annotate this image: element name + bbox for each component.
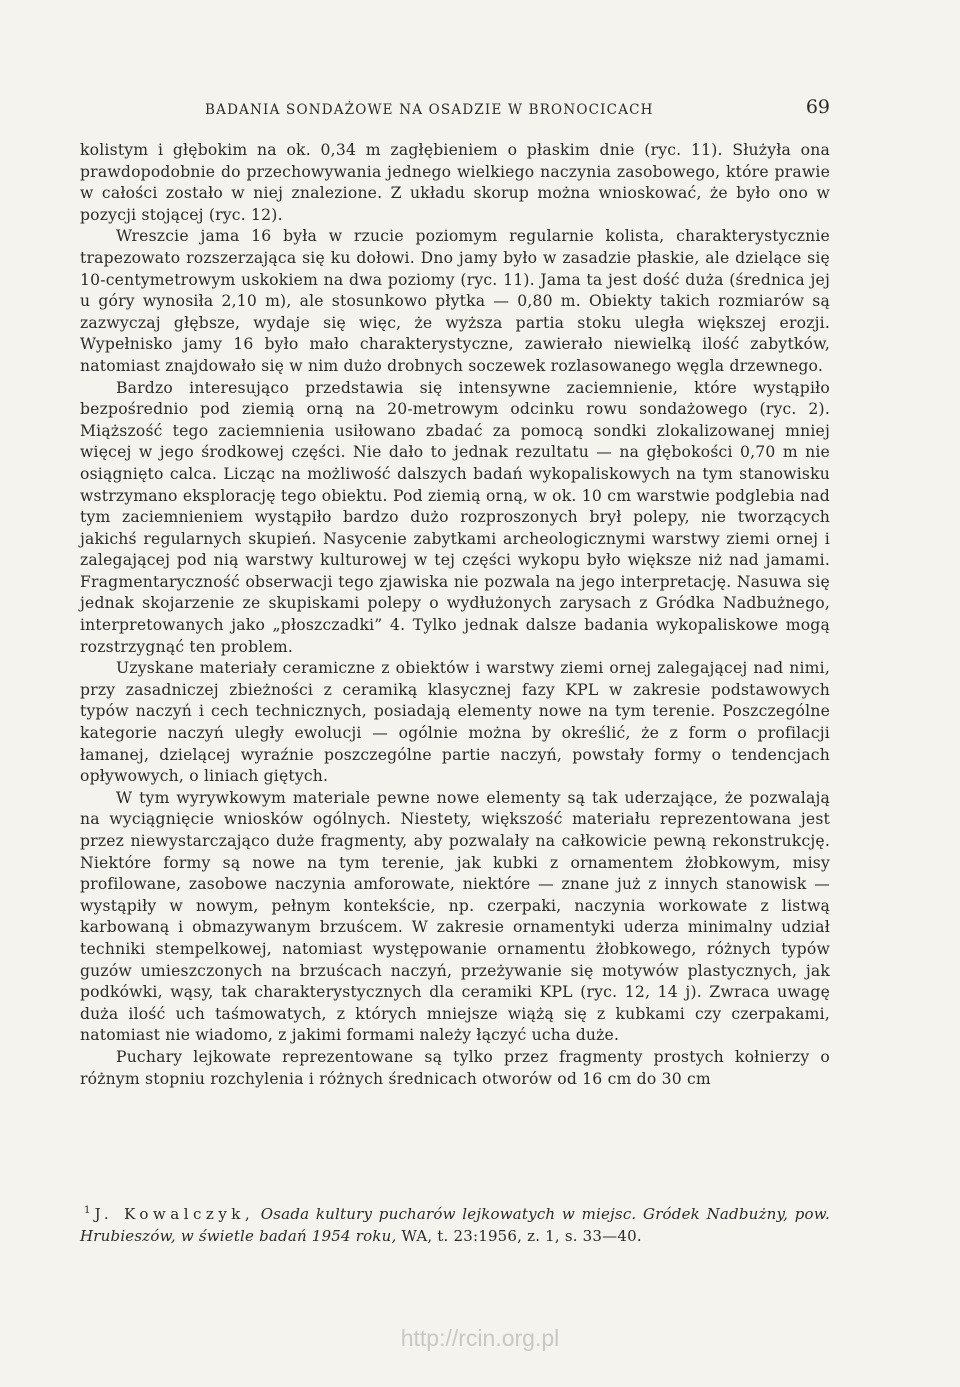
body-text — [80, 140, 830, 1090]
running-head: BADANIA SONDAŻOWE NA OSADZIE W BRONOCICACH — [205, 102, 654, 118]
paragraph: Uzyskane materiały ceramiczne z obiektów i warstwy ziemi ornej zalegającej nad nimi, przy zasadniczej zbieżności z ceramiką klasycznej fazy KPL w zakresie podstawowych typów naczyń i cech technicznych, posiadają elementy nowe na tym terenie. Poszczególne kategorie naczyń uległy ewolucji — ogólnie można by określić, że z form o profilacji łamanej, dzielącej wyraźnie poszczególne partie naczyń, powstały formy o tendencjach opływowych, o liniach giętych. — [80, 659, 830, 786]
footnote — [80, 1200, 830, 1247]
footnote-number: 1 — [84, 1205, 91, 1216]
paragraph: kolistym i głębokim na ok. 0,34 m zagłębieniem o płaskim dnie (ryc. 11). Służyła ona prawdopodobnie do przechowywania jednego wielkiego naczynia zasobowego, które prawie w całości zostało w niej znalezione. Z układu skorup można wnioskować, że było ono w pozycji stojącej (ryc. 12). — [80, 141, 830, 224]
footnote-reference: WA, t. 23:1956, z. 1, s. 33—40. — [401, 1227, 642, 1245]
page-number: 69 — [805, 96, 830, 118]
page-header — [80, 96, 830, 126]
paragraph: Bardzo interesująco przedstawia się intensywne zaciemnienie, które wystąpiło bezpośrednio pod ziemią orną na 20-metrowym odcinku rowu sondażowego (ryc. 2). Miąższość tego zaciemnienia usiłowano zbadać za pomocą sondki zlokalizowanej mniej więcej w jego środkowej części. Nie dało to jednak rezultatu — na głębokości 0,70 m nie osiągnięto calca. Licząc na możliwość dalszych badań wykopaliskowych na tym stanowisku wstrzymano eksplorację tego obiektu. Pod ziemią orną, w ok. 10 cm warstwie podglebia nad tym zaciemnieniem wystąpiło bardzo dużo rozproszonych brył polepy, nie tworzących jakichś regularnych skupień. Nasycenie zabytkami archeologicznymi warstwy ziemi ornej i zalegającej pod nią warstwy kulturowej w tej części wykopu było większe niż nad jamami. Fragmentaryczność obserwacji tego zjawiska nie pozwala na jego interpretację. Nasuwa się jednak skojarzenie ze skupiskami polepy o wydłużonych zarysach z Gródka Nadbużnego, interpretowanych jako „płoszczadki” 4. Tylko jednak dalsze badania wykopaliskowe mogą rozstrzygnąć ten problem. — [80, 378, 830, 656]
footnote-author: J. Kowalczyk, — [94, 1205, 255, 1223]
paragraph: Puchary lejkowate reprezentowane są tylko przez fragmenty prostych kołnierzy o różnym stopniu rozchylenia i różnych średnicach otworów od 16 cm do 30 cm — [80, 1047, 830, 1088]
paragraph: Wreszcie jama 16 była w rzucie poziomym regularnie kolista, charakterystycznie trapezowato rozszerzająca się ku dołowi. Dno jamy było w zasadzie płaskie, ale dzielące się 10-centymetrowym uskokiem na dwa poziomy (ryc. 11). Jama ta jest dość duża (średnica jej u góry wynosiła 2,10 m), ale stosunkowo płytka — 0,80 m. Obiekty takich rozmiarów są zazwyczaj głębsze, wydaje się więc, że wyższa partia stoku uległa większej erozji. Wypełnisko jamy 16 było mało charakterystyczne, zawierało niewielką ilość zabytków, natomiast znajdowało się w nim dużo drobnych soczewek rozlasowanego węgla drzewnego. — [80, 227, 830, 375]
footnote-title: Osada kultury pucharów lejkowatych w miejsc. Gródek Nadbużny, pow. Hrubieszów, w świetle badań 1954 roku, — [80, 1205, 831, 1245]
paragraph: W tym wyrywkowym materiale pewne nowe elementy są tak uderzające, że pozwalają na wyciągnięcie wniosków ogólnych. Niestety, większość materiału reprezentowana jest przez niewystarczająco duże fragmenty, aby pozwalały na całkowicie pewną rekonstrukcję. Niektóre formy są nowe na tym terenie, jak kubki z ornamentem żłobkowym, misy profilowane, zasobowe naczynia amforowate, niektóre — znane już z innych stanowisk — wystąpiły w nowym, pełnym kontekście, np. czerpaki, naczynia workowate z listwą karbowaną i obmazywanym brzuścem. W zakresie ornamentyki uderza minimalny udział techniki stempelkowej, natomiast występowanie ornamentu żłobkowego, różnych typów guzów umieszczonych na brzuścach naczyń, przeżywanie się motywów plastycznych, jak podkówki, wąsy, tak charakterystycznych dla ceramiki KPL (ryc. 12, 14 j). Zwraca uwagę duża ilość uch taśmowatych, z których mniejsze wiążą się z kubkami czy czerpakami, natomiast nie wiadomo, z jakimi formami należy łączyć ucha duże. — [80, 788, 830, 1045]
watermark-url: http://rcin.org.pl — [400, 1325, 560, 1351]
